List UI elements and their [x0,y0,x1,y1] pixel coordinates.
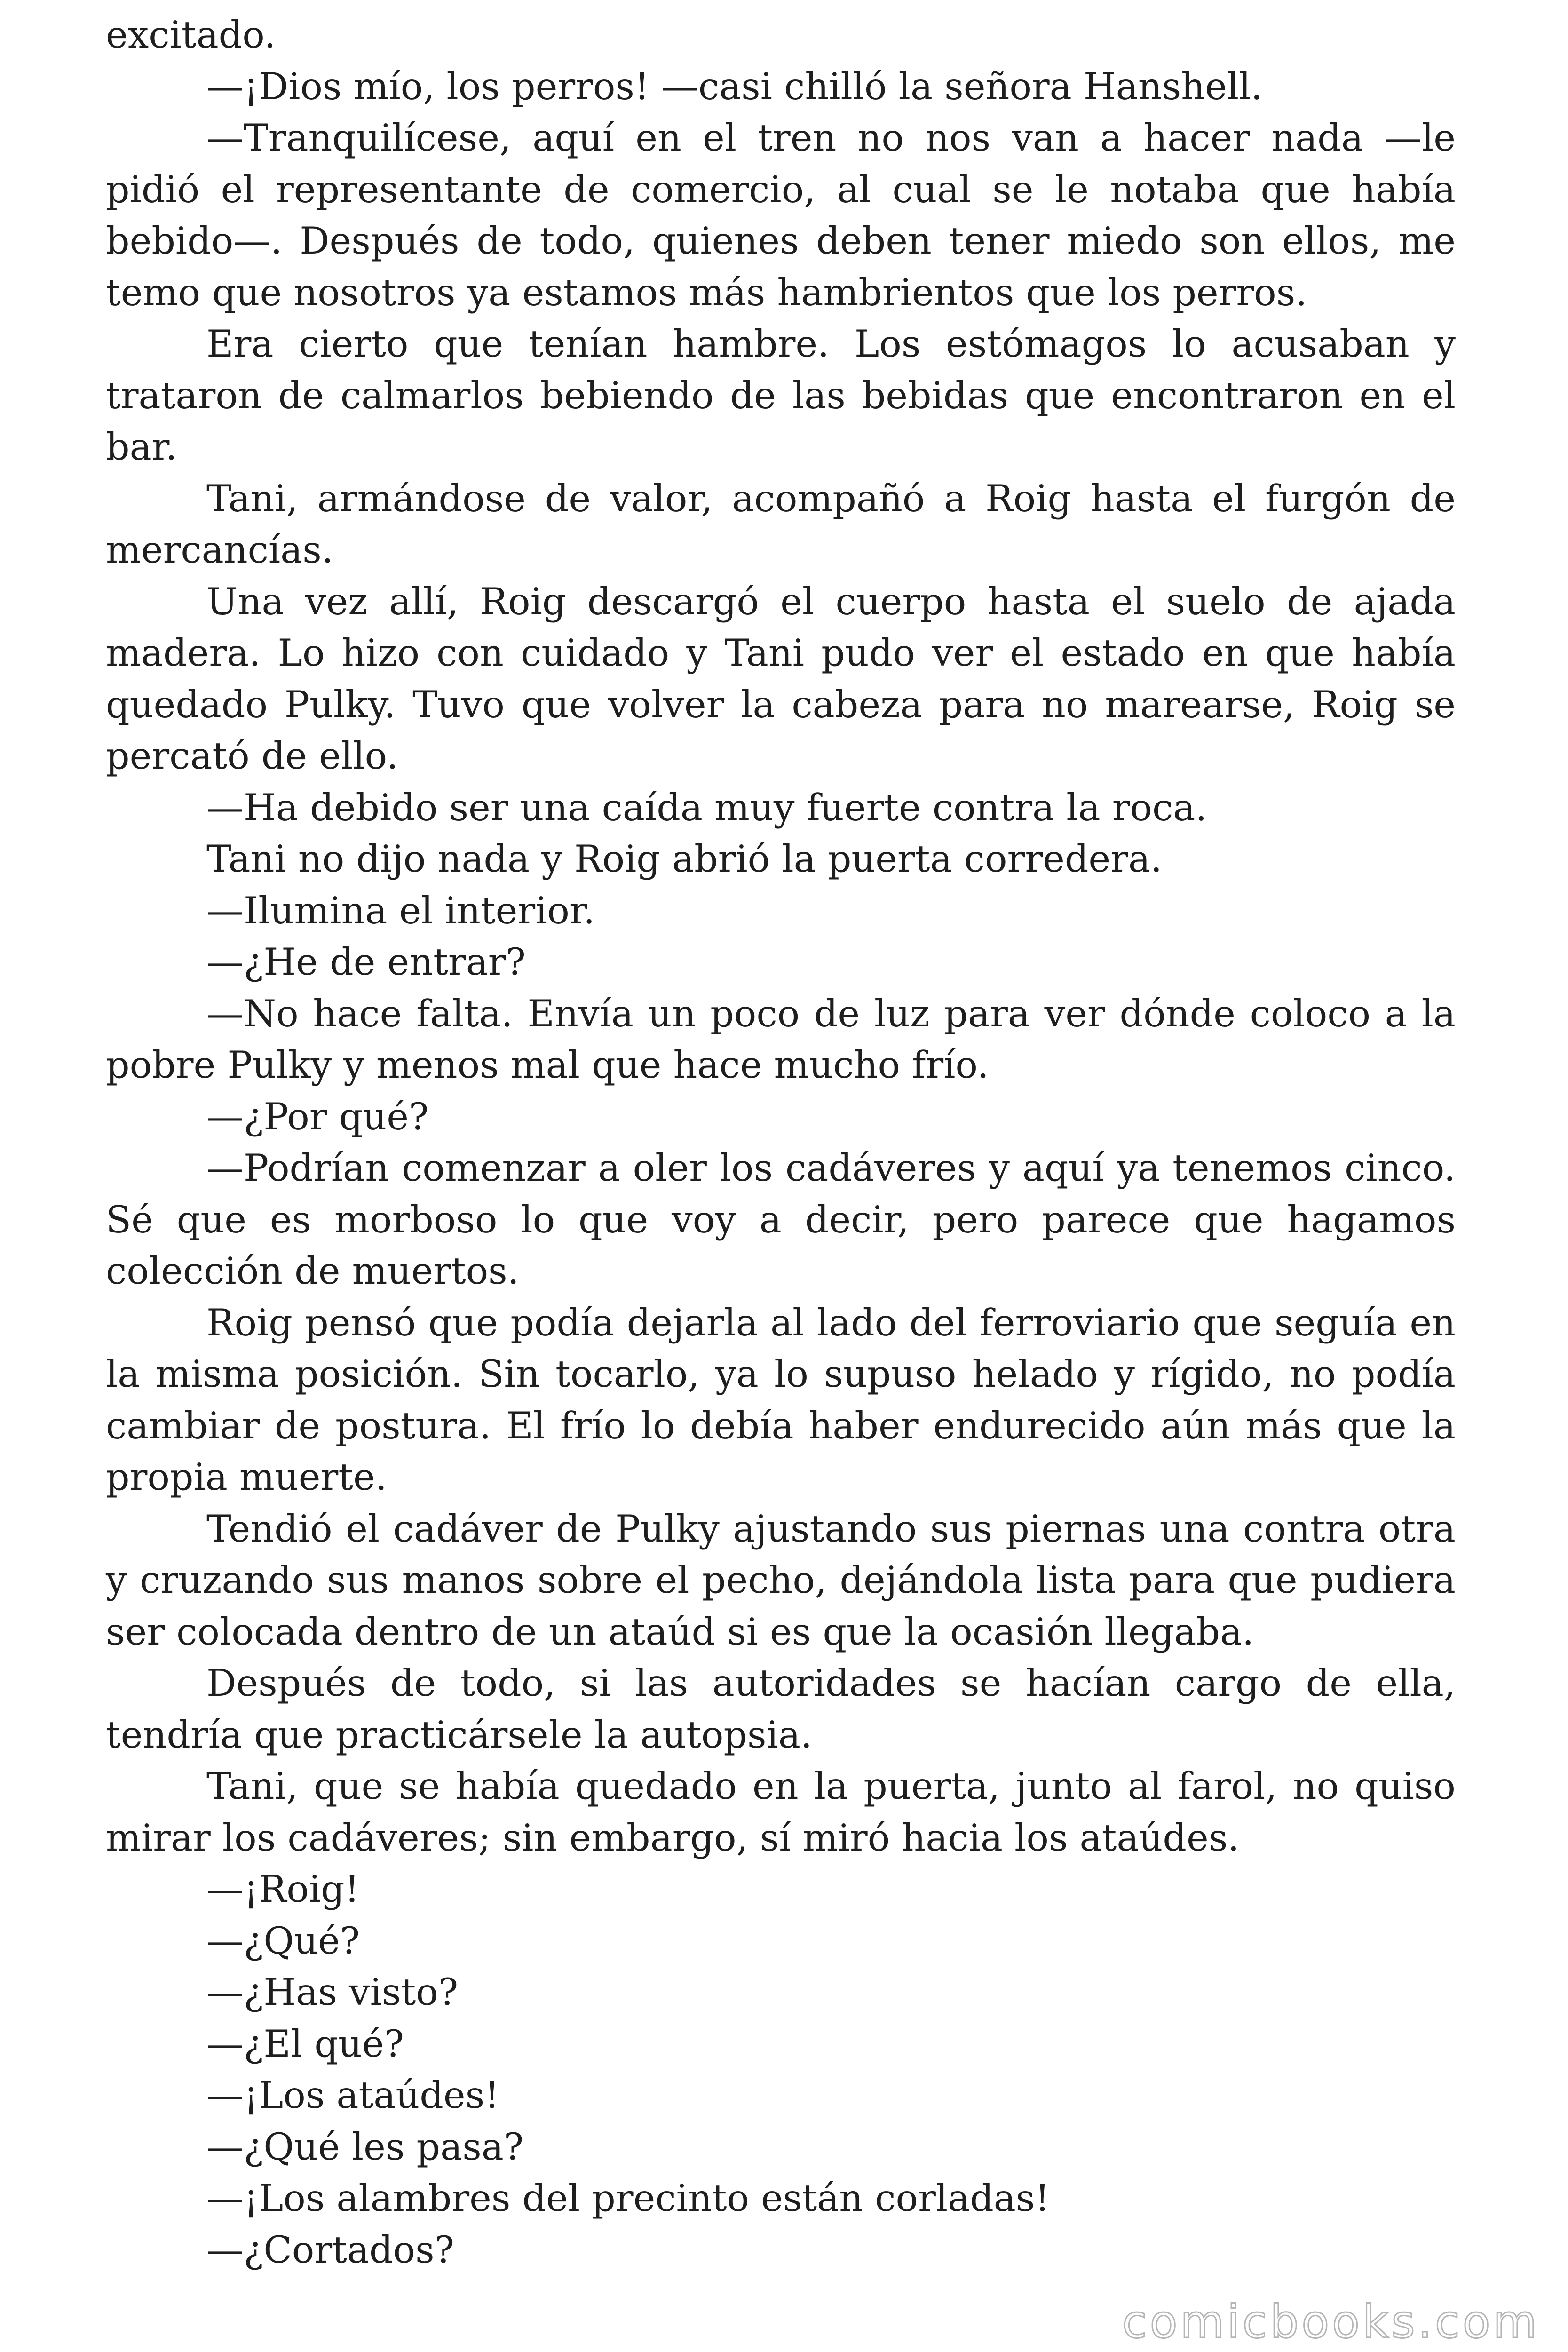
paragraph: —¿Qué? [206,1919,360,1963]
paragraph: —¿He de entrar? [206,940,526,984]
paragraph: —¿Qué les pasa? [206,2125,524,2169]
paragraph: Después de todo, si las autoridades se hacían cargo de ella, tendría que practicársele la autopsia. [106,1661,1456,1756]
paragraph: —¡Los alambres del precinto están corladas! [206,2177,1050,2220]
paragraph: —Ilumina el interior. [206,889,595,932]
paragraph: Una vez allí, Roig descargó el cuerpo hasta el suelo de ajada madera. Lo hizo con cuidado y Tani pudo ver el estado en que había quedado Pulky. Tuvo que volver la cabeza para no marearse, Roig se percató de ello. [106,580,1456,778]
paragraph: excitado. [106,13,276,56]
watermark: comicbooks.com [1122,2296,1540,2348]
paragraph: —Podrían comenzar a oler los cadáveres y aquí ya tenemos cinco. Sé que es morboso lo que voy a decir, pero parece que hagamos colección de muertos. [106,1146,1456,1293]
paragraph: —No hace falta. Envía un poco de luz para ver dónde coloco a la pobre Pulky y menos mal que hace mucho frío. [106,992,1456,1087]
paragraph: —¿Cortados? [206,2228,455,2272]
paragraph: —¡Roig! [206,1867,360,1911]
paragraph: —¿El qué? [206,2022,404,2066]
paragraph: —¿Por qué? [206,1095,429,1138]
paragraph: —¿Has visto? [206,1971,459,2014]
page-body [106,9,1456,2276]
paragraph: Tani no dijo nada y Roig abrió la puerta corredera. [206,837,1163,881]
paragraph: Roig pensó que podía dejarla al lado del ferroviario que seguía en la misma posición. Sin tocarlo, ya lo supuso helado y rígido, no podía cambiar de postura. El frío lo debía haber endurecido aún más que la propia muerte. [106,1301,1456,1499]
paragraph: Tendió el cadáver de Pulky ajustando sus piernas una contra otra y cruzando sus manos sobre el pecho, dejándola lista para que pudiera ser colocada dentro de un ataúd si es que la ocasión llegaba. [106,1507,1456,1653]
paragraph: —Tranquilícese, aquí en el tren no nos van a hacer nada —le pidió el representante de comercio, al cual se le notaba que había bebido—. Después de todo, quienes deben tener miedo son ellos, me temo que nosotros ya estamos más hambrientos que los perros. [106,116,1456,314]
paragraph: —Ha debido ser una caída muy fuerte contra la roca. [206,786,1207,829]
paragraph: Tani, que se había quedado en la puerta, junto al farol, no quiso mirar los cadáveres; sin embargo, sí miró hacia los ataúdes. [106,1764,1456,1859]
paragraph: —¡Los ataúdes! [206,2074,499,2117]
paragraph: Tani, armándose de valor, acompañó a Roig hasta el furgón de mercancías. [106,477,1456,572]
paragraph: —¡Dios mío, los perros! —casi chilló la señora Hanshell. [206,64,1263,108]
paragraph: Era cierto que tenían hambre. Los estómagos lo acusaban y trataron de calmarlos bebiendo de las bebidas que encontraron en el bar. [106,322,1456,469]
